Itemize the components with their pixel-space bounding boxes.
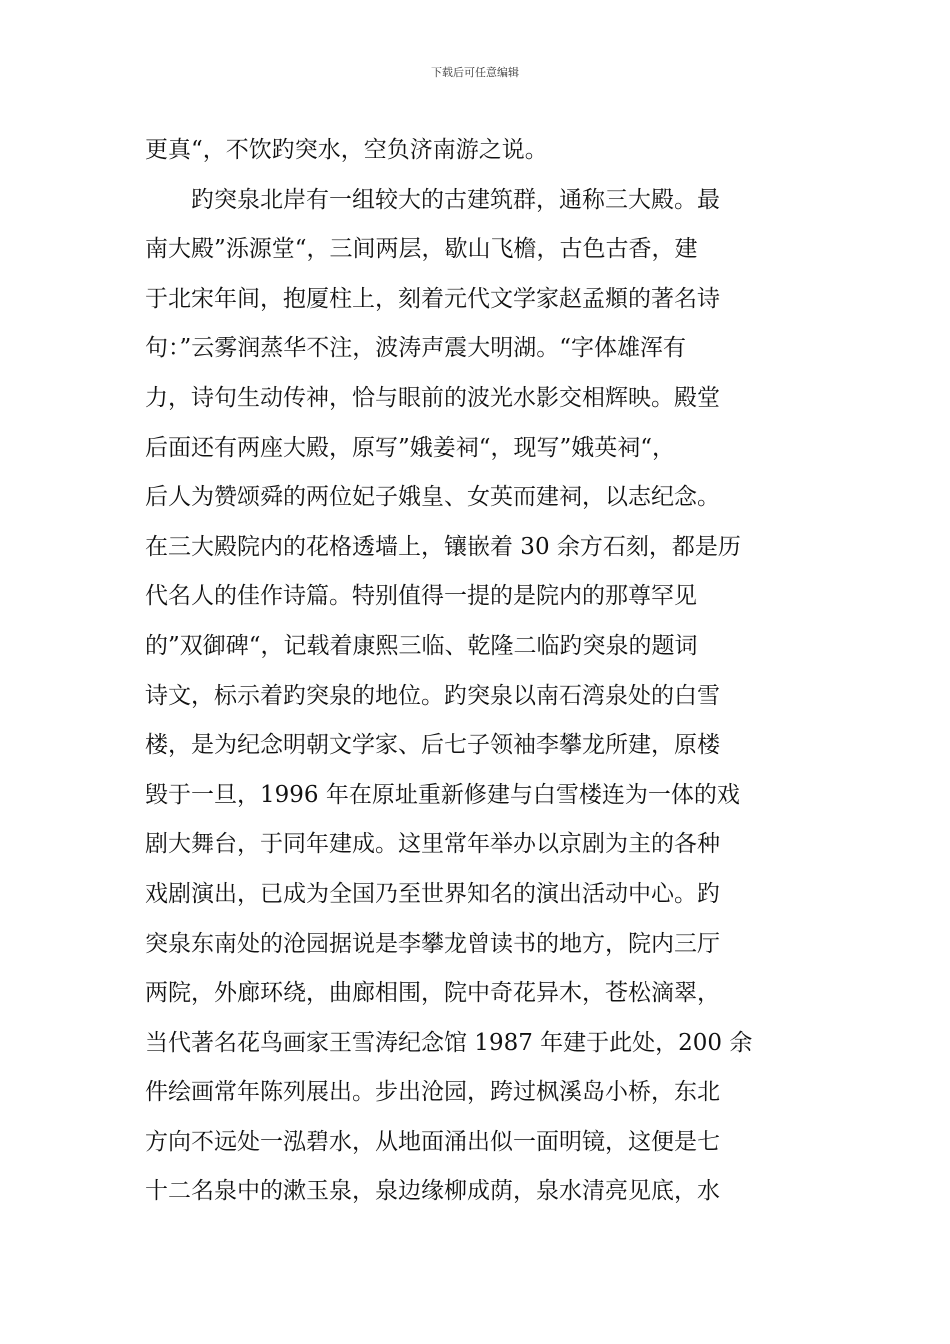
text-line: 剧大舞台，于同年建成。这里常年举办以京剧为主的各种: [145, 831, 720, 858]
text-line: 南大殿”泺源堂“，三间两层，歇山飞檐，古色古香，建: [145, 236, 698, 263]
text-line: 力，诗句生动传神，恰与眼前的波光水影交相辉映。殿堂: [145, 384, 720, 411]
text-line: 戏剧演出，已成为全国乃至世界知名的演出活动中心。趵: [145, 880, 720, 907]
text-line: 更真“，不饮趵突水，空负济南游之说。: [145, 137, 548, 163]
text-line: 楼，是为纪念明朝文学家、后七子领袖李攀龙所建，原楼: [145, 732, 720, 759]
text-line: 两院，外廊环绕，曲廊相围，院中奇花异木，苍松滴翠，: [145, 980, 720, 1007]
text-line: 于北宋年间，抱厦柱上，刻着元代文学家赵孟頫的著名诗: [145, 285, 720, 312]
text-line: 在三大殿院内的花格透墙上，镶嵌着 30 余方石刻，都是历: [145, 533, 741, 560]
text-line: 后面还有两座大殿，原写”娥姜祠“，现写”娥英祠“，: [145, 434, 676, 461]
text-line: 诗文，标示着趵突泉的地位。趵突泉以南石湾泉处的白雪: [145, 682, 720, 709]
text-line: 毁于一旦，1996 年在原址重新修建与白雪楼连为一体的戏: [145, 781, 740, 808]
page-header: 下载后可任意编辑: [431, 66, 519, 79]
text-line: 方向不远处一泓碧水，从地面涌出似一面明镜，这便是七: [145, 1128, 720, 1155]
body-text: [145, 126, 809, 1217]
text-line: 代名人的佳作诗篇。特别值得一提的是院内的那尊罕见: [145, 583, 697, 610]
text-line: 当代著名花鸟画家王雪涛纪念馆 1987 年建于此处，200 余: [145, 1029, 753, 1056]
paragraph-first-line: 趵突泉北岸有一组较大的古建筑群，通称三大殿。最: [191, 186, 720, 213]
text-line: 突泉东南处的沧园据说是李攀龙曾读书的地方，院内三厅: [145, 930, 720, 957]
text-line: 件绘画常年陈列展出。步出沧园，跨过枫溪岛小桥，东北: [145, 1079, 720, 1106]
text-line: 的”双御碑“，记载着康熙三临、乾隆二临趵突泉的题词: [145, 632, 698, 659]
text-line: 十二名泉中的漱玉泉，泉边缘柳成荫，泉水清亮见底，水: [145, 1178, 720, 1205]
text-line: 句：”云雾润蒸华不注，波涛声震大明湖。“字体雄浑有: [145, 335, 687, 362]
text-line: 后人为赞颂舜的两位妃子娥皇、女英而建祠，以志纪念。: [145, 484, 720, 511]
